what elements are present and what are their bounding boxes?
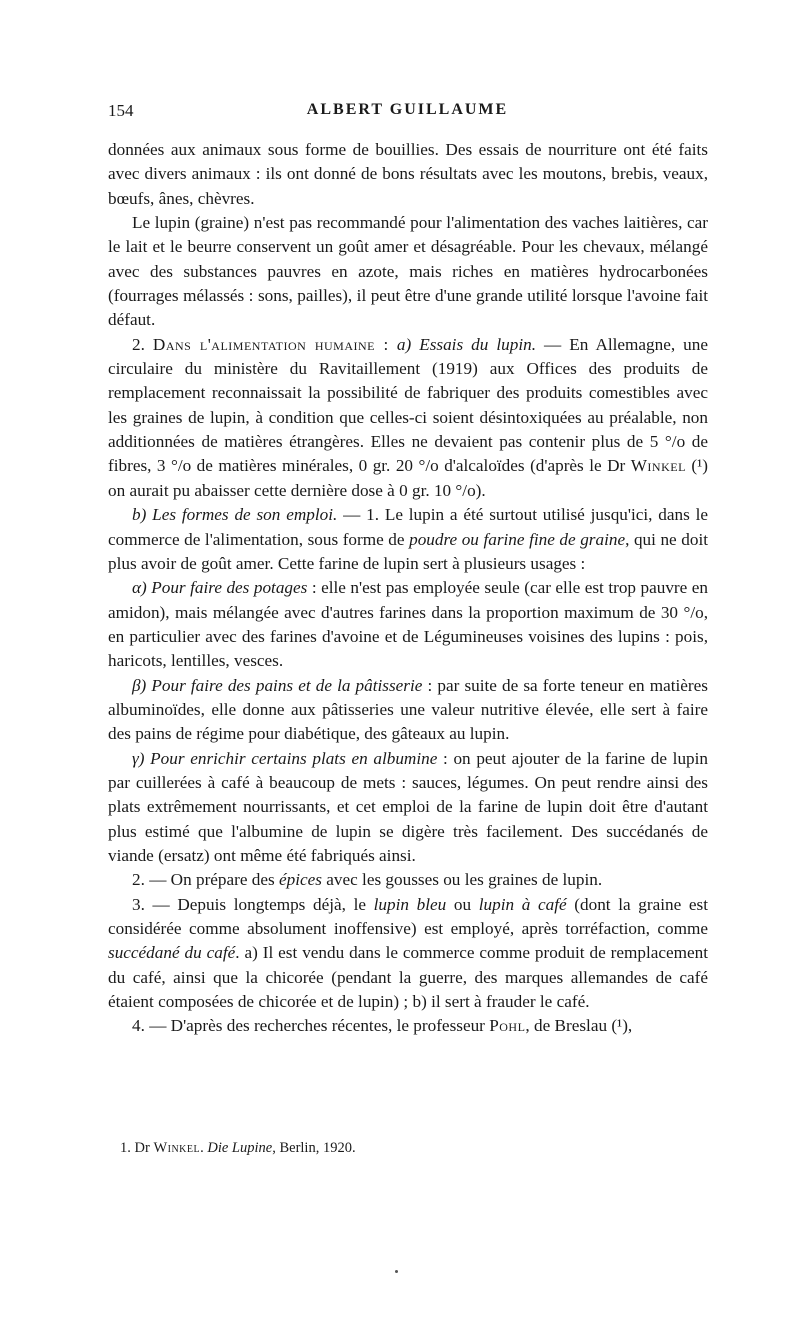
scan-speck bbox=[395, 1270, 398, 1273]
paragraph-8-text-b: avec les gousses ou les graines de lupin. bbox=[321, 870, 603, 890]
paragraph-4 bbox=[108, 503, 708, 576]
paragraph-10 bbox=[108, 1014, 708, 1038]
paragraph-2: Le lupin (graine) n'est pas recommandé pour l'alimentation des vaches laitières, car le lait et le beurre conservent un goût amer et désagréable. Pour les chevaux, mélangé avec des substances pauvres en azote, mais riches en matières hydrocarbonées (fourrages mélassés : sons, pailles), il peut être d'une grande utilité lorsque l'avoine fait défaut. bbox=[108, 213, 708, 330]
emphasis: lupin bleu bbox=[373, 894, 447, 914]
paragraph-10-text-b: , de Breslau (¹), bbox=[525, 1016, 633, 1036]
section-number: 2. bbox=[132, 334, 145, 354]
paragraph-8-text-a: 2. — On prépare des bbox=[132, 870, 280, 890]
emphasis: lupin à café bbox=[478, 894, 567, 914]
footnote-author: Winkel bbox=[153, 1140, 201, 1156]
paragraph-9-text-b: ou bbox=[446, 894, 479, 914]
paragraph-3-text-a: — En Allemagne, une circulaire du ministère du Ravitaillement (1919) aux Offices des produits de remplacement reconnaissait la possibilité de fabriquer des produits comestibles avec les graines de lupin, à condition que celles-ci soient désintoxiquées au préalable, non additionnées de matières étrangères. Elles ne devaient pas contenir plus de 5 °/o de fibres, 3 °/o de matières minérales, 0 gr. 20 °/o d'alcaloïdes (d'après le Dr bbox=[108, 334, 709, 476]
footnote bbox=[120, 1140, 710, 1157]
paragraph-9-text-a: 3. — Depuis longtemps déjà, le bbox=[132, 894, 374, 914]
paragraph-7-text: : on peut ajouter de la farine de lupin par cuillerées à café à beaucoup de mets : sauces, légumes. On peut rendre ainsi des plats extrêmement nourrissants, et cet emploi de la farine de lupin doit être d'autant plus estimé que l'albumine de lupin se digère très facilement. Des succédanés de viande (ersatz) ont même été fabriqués ainsi. bbox=[108, 748, 708, 865]
footnote-text-c: , Berlin, 1920. bbox=[272, 1140, 356, 1156]
subsection-title: b) Les formes de son emploi. bbox=[132, 505, 338, 525]
emphasis: épices bbox=[279, 870, 322, 890]
emphasis: succédané du café bbox=[108, 943, 236, 963]
page-header bbox=[108, 97, 707, 127]
running-title: ALBERT GUILLAUME bbox=[306, 101, 509, 118]
author-name: Winkel bbox=[630, 456, 686, 476]
section-heading: Dans l'alimentation humaine : bbox=[152, 334, 389, 354]
paragraph-4-text-b: , qui ne doit plus avoir de goût amer. Cette farine de lupin sert à plusieurs usages : bbox=[108, 529, 708, 573]
item-label: β) Pour faire des pains et de la pâtisserie bbox=[132, 675, 423, 695]
author-name: Pohl bbox=[489, 1016, 526, 1036]
paragraph-1: données aux animaux sous forme de bouillies. Des essais de nourriture ont été faits avec divers animaux : ils ont donné de bons résultats avec les moutons, brebis, veaux, bœufs, ânes, chèvres. bbox=[108, 140, 708, 208]
paragraph-7 bbox=[108, 747, 708, 869]
footnote-title: Die Lupine bbox=[207, 1140, 273, 1156]
paragraph-6 bbox=[108, 674, 708, 747]
page-number: 154 bbox=[108, 101, 134, 120]
paragraph-9-text-c: (dont la graine est considérée comme absolument inoffensive) est employé, après torréfaction, comme bbox=[108, 894, 708, 938]
paragraph-3-text-b: (¹) on aurait pu abaisser cette dernière dose à 0 gr. 10 °/o). bbox=[108, 456, 708, 500]
paragraph-8 bbox=[108, 868, 708, 892]
paragraph-9 bbox=[108, 893, 708, 1015]
paragraph-9-text-d: . a) Il est vendu dans le commerce comme produit de remplacement du café, ainsi que la chicorée (pendant la guerre, des marques allemandes de café étaient composées de chicorée et de lupin) ; b) il sert à frauder le café. bbox=[108, 943, 708, 1012]
paragraph-6-text: : par suite de sa forte teneur en matières albuminoïdes, elle donne aux pâtisseries une valeur nutritive élevée, elle sert à faire des pains de régime pour diabétique, des gâteaux au lupin. bbox=[108, 675, 708, 744]
footnote-text-a: 1. Dr bbox=[120, 1140, 154, 1156]
paragraph-10-text-a: 4. — D'après des recherches récentes, le professeur bbox=[132, 1016, 490, 1036]
paragraph-4-text-a: — 1. Le lupin a été surtout utilisé jusqu'ici, dans le commerce de l'alimentation, sous forme de bbox=[108, 505, 709, 549]
footnote-text-b: . bbox=[200, 1140, 208, 1156]
subsection-title: a) Essais du lupin. bbox=[396, 334, 537, 354]
item-label: α) Pour faire des potages bbox=[132, 578, 308, 598]
body-text bbox=[108, 138, 708, 1039]
item-label: γ) Pour enrichir certains plats en albumine bbox=[132, 748, 438, 768]
paragraph-5-text: : elle n'est pas employée seule (car elle est trop pauvre en amidon), mais mélangée avec d'autres farines dans la proportion maximum de 30 °/o, en particulier avec des farines d'avoine et de Légumineuses voisines des lupins : pois, haricots, lentilles, vesces. bbox=[108, 578, 708, 671]
paragraph-3 bbox=[108, 333, 708, 503]
emphasis: poudre ou farine fine de graine bbox=[409, 529, 626, 549]
paragraph-5 bbox=[108, 576, 708, 673]
